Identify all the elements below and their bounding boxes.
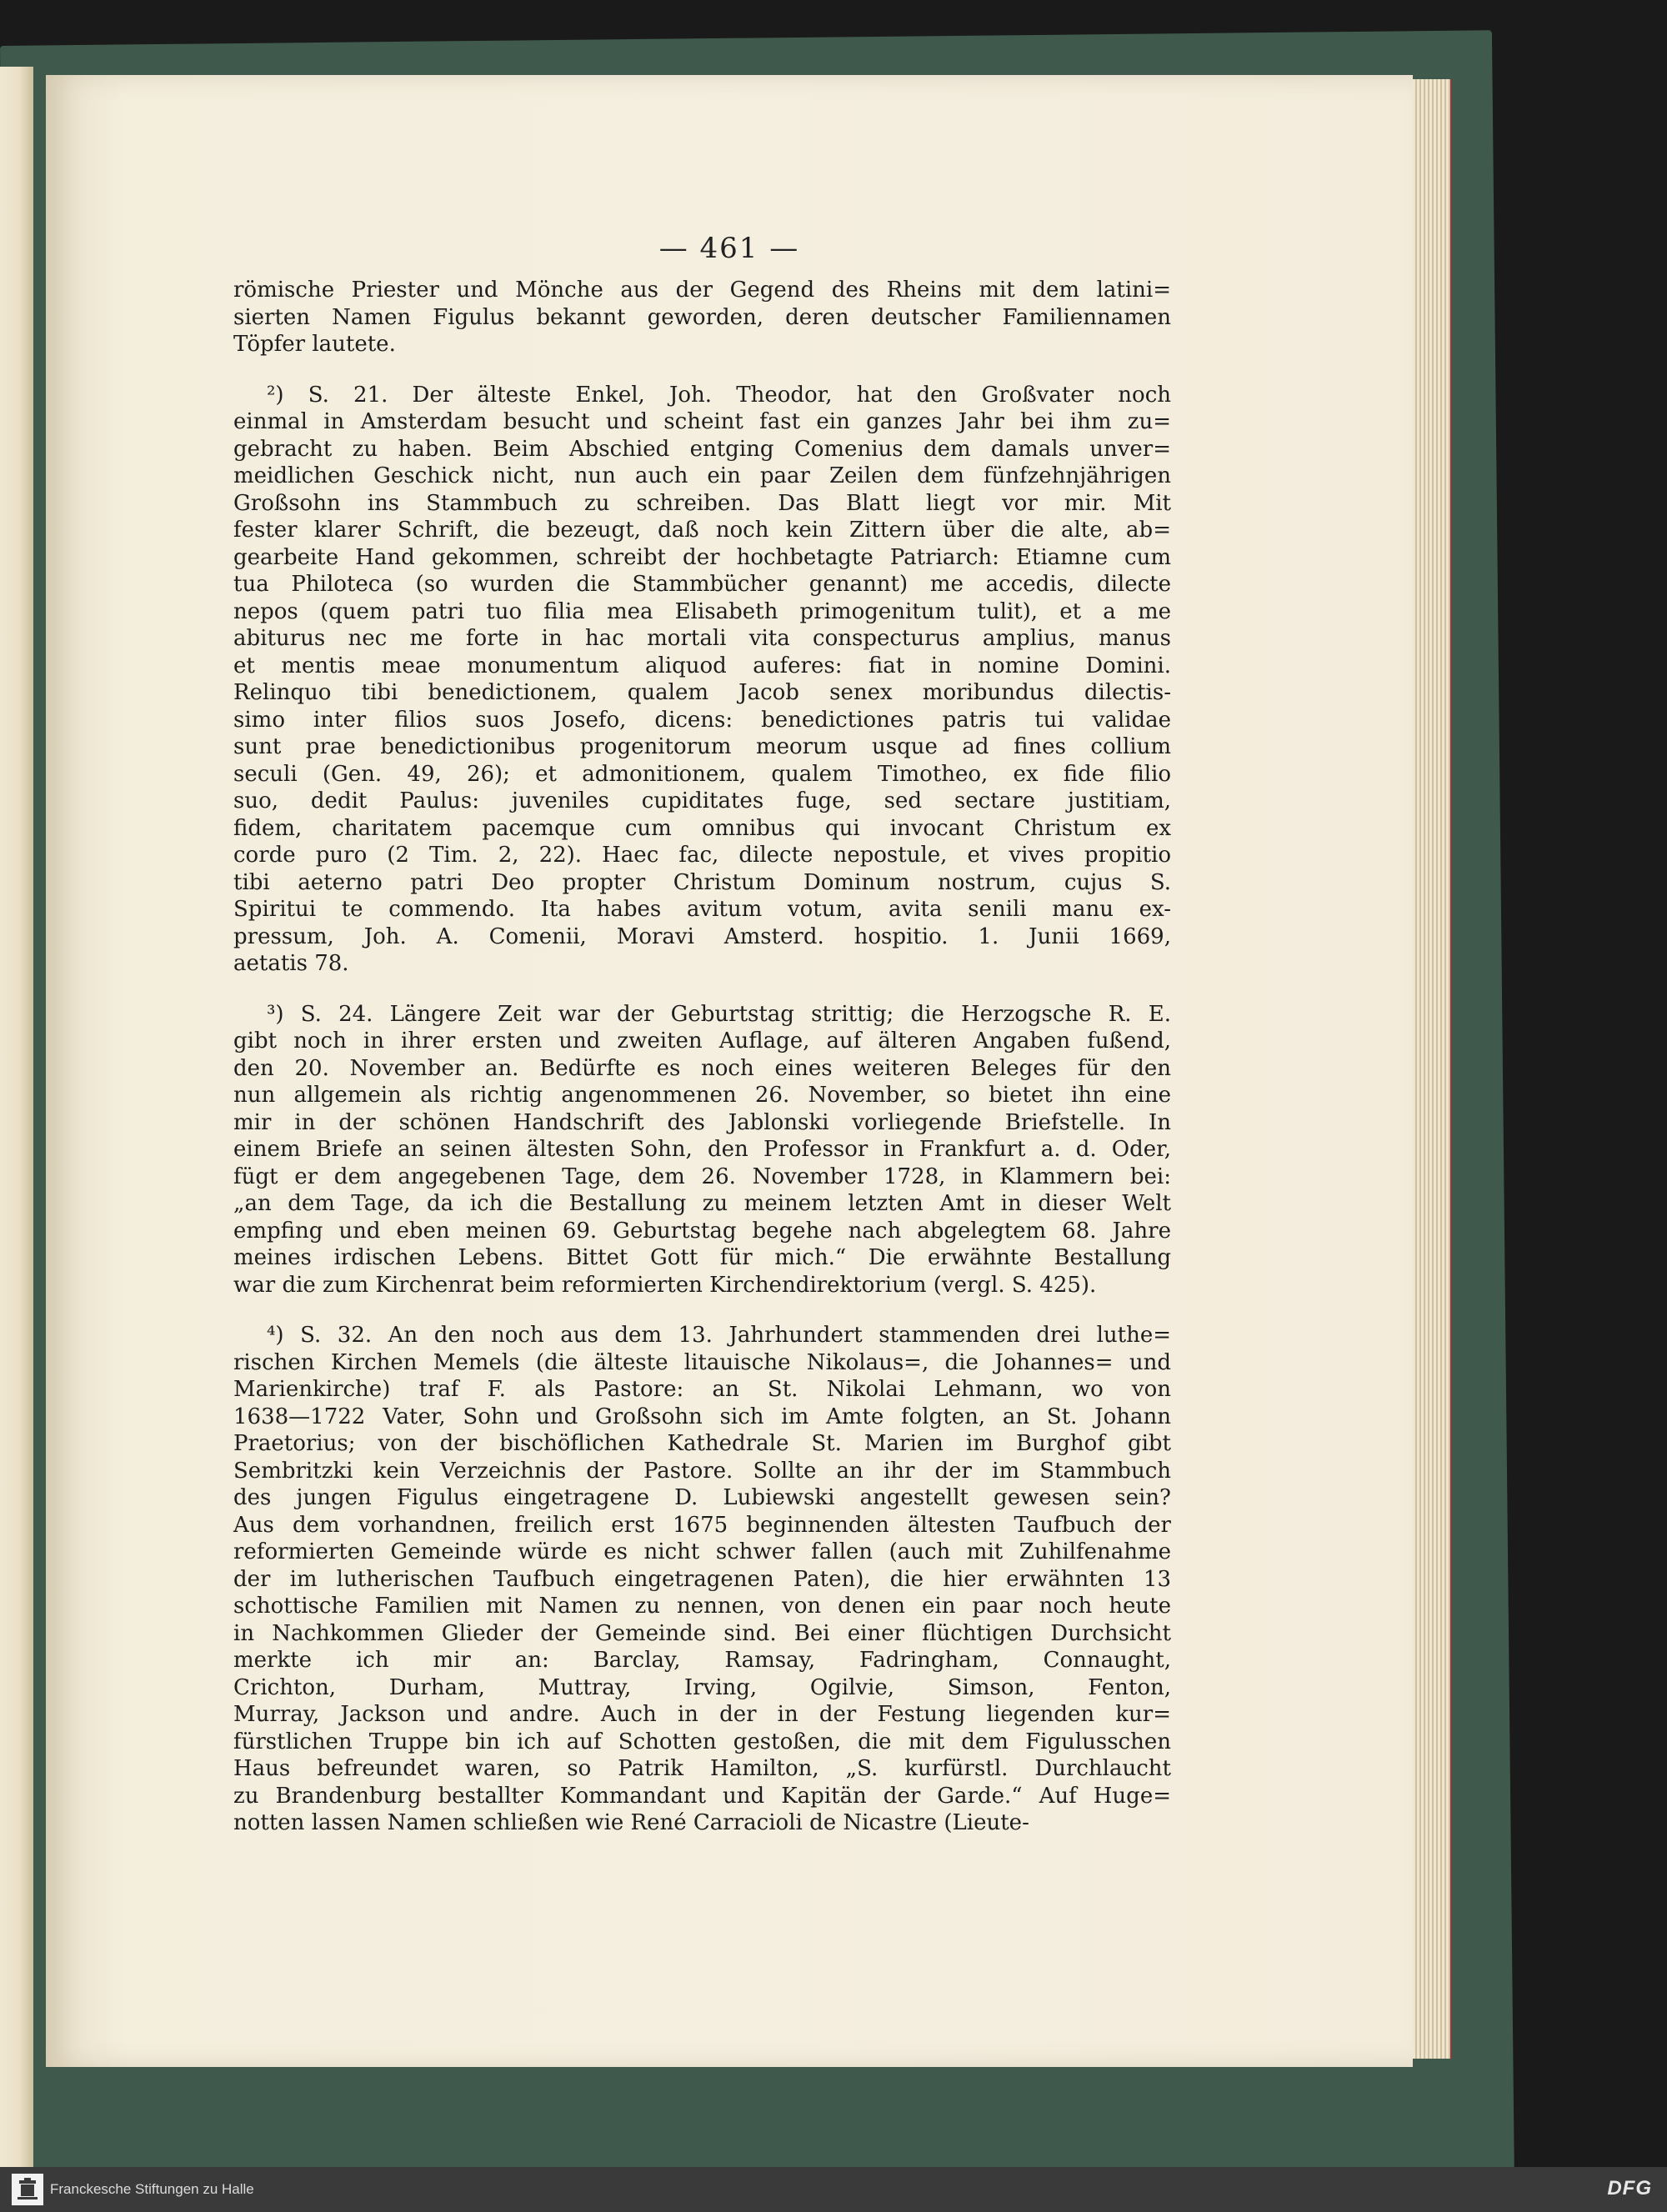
text-line: merkte ich mir an: Barclay, Ramsay, Fadringham, Connaught,: [233, 1648, 1171, 1673]
text-line: Relinquo tibi benedictionem, qualem Jacob senex moribundus dilectis-: [233, 680, 1171, 705]
text-line: 1638—1722 Vater, Sohn und Großsohn sich im Amte folgten, an St. Johann: [233, 1404, 1171, 1429]
text-line: Crichton, Durham, Muttray, Irving, Ogilvie, Simson, Fenton,: [233, 1674, 1171, 1700]
dfg-logo: DFG: [1607, 2177, 1652, 2199]
text-line: Murray, Jackson und andre. Auch in der in der Festung liegenden kur=: [233, 1702, 1171, 1727]
text-line: gibt noch in ihrer ersten und zweiten Auflage, auf älteren Angaben fußend,: [233, 1028, 1171, 1053]
text-line: Marienkirche) traf F. als Pastore: an St. Nikolai Lehmann, wo von: [233, 1377, 1171, 1402]
text-line: schottische Familien mit Namen zu nennen, von denen ein paar noch heute: [233, 1594, 1171, 1619]
text-line: tua Philoteca (so wurden die Stammbücher genannt) me accedis, dilecte: [233, 572, 1171, 597]
paragraph-continuation: [233, 277, 1171, 358]
text-line: war die zum Kirchenrat beim reformierten Kirchendirektorium (vergl. S. 425).: [233, 1272, 1097, 1298]
text-line: fidem, charitatem pacemque cum omnibus qui invocant Christum ex: [233, 815, 1171, 841]
text-line: in Nachkommen Glieder der Gemeinde sind. Bei einer flüchtigen Durchsicht: [233, 1620, 1171, 1646]
text-line: nun allgemein als richtig angenommenen 26. November, so bietet ihn eine: [233, 1083, 1171, 1108]
institution-name: Franckesche Stiftungen zu Halle: [50, 2181, 254, 2197]
text-line: einmal in Amsterdam besucht und scheint fast ein ganzes Jahr bei ihm zu=: [233, 409, 1171, 434]
text-line: aetatis 78.: [233, 951, 349, 976]
text-line: et mentis meae monumentum aliquod auferes: fiat in nomine Domini.: [233, 653, 1171, 678]
text-line: Aus dem vorhandnen, freilich erst 1675 beginnenden ältesten Taufbuch der: [233, 1512, 1171, 1538]
footnote-2: [233, 382, 1171, 978]
text-line: fügt er dem angegebenen Tage, dem 26. November 1728, in Klammern bei:: [233, 1164, 1171, 1189]
text-line: den 20. November an. Bedürfte es noch eines weiteren Beleges für den: [233, 1055, 1171, 1081]
text-line: römische Priester und Mönche aus der Gegend des Rheins mit dem latini=: [233, 278, 1171, 303]
text-line: Praetorius; von der bischöflichen Kathedrale St. Marien im Burghof gibt: [233, 1431, 1171, 1456]
text-line: reformierten Gemeinde würde es nicht schwer fallen (auch mit Zuhilfenahme: [233, 1539, 1171, 1564]
text-line: der im lutherischen Taufbuch eingetragenen Paten), die hier erwähnten 13: [233, 1566, 1171, 1592]
text-line: mir in der schönen Handschrift des Jablonski vorliegende Briefstelle. In: [233, 1109, 1171, 1135]
viewer-footer: [0, 2167, 1667, 2212]
text-line: pressum, Joh. A. Comenii, Moravi Amsterd. hospitio. 1. Junii 1669,: [233, 923, 1171, 949]
text-line: ³) S. 24. Längere Zeit war der Geburtstag strittig; die Herzogsche R. E.: [267, 1001, 1171, 1027]
text-line: „an dem Tage, da ich die Bestallung zu meinem letzten Amt in dieser Welt: [233, 1191, 1171, 1216]
text-line: sunt prae benedictionibus progenitorum meorum usque ad fines collium: [233, 734, 1171, 759]
text-line: gebracht zu haben. Beim Abschied entging Comenius dem damals unver=: [233, 436, 1171, 462]
text-line: sierten Namen Figulus bekannt geworden, deren deutscher Familiennamen: [233, 304, 1171, 330]
text-line: Großsohn ins Stammbuch zu schreiben. Das Blatt liegt vor mir. Mit: [233, 490, 1171, 516]
text-line: seculi (Gen. 49, 26); et admonitionem, qualem Timotheo, ex fide filio: [233, 761, 1171, 787]
text-line: Haus befreundet waren, so Patrik Hamilton, „S. kurfürstl. Durchlaucht: [233, 1756, 1171, 1781]
text-line: suo, dedit Paulus: juveniles cupiditates fuge, sed sectare justitiam,: [233, 788, 1171, 813]
text-line: tibi aeterno patri Deo propter Christum Dominum nostrum, cujus S.: [233, 869, 1171, 895]
text-line: empfing und eben meinen 69. Geburtstag begehe nach abgelegtem 68. Jahre: [233, 1218, 1171, 1244]
text-line: ⁴) S. 32. An den noch aus dem 13. Jahrhundert stammenden drei luthe=: [267, 1323, 1171, 1348]
text-line: meidlichen Geschick nicht, nun auch ein paar Zeilen dem fünfzehnjährigen: [233, 463, 1171, 488]
text-line: simo inter filios suos Josefo, dicens: benedictiones patris tui validae: [233, 707, 1171, 733]
text-line: Sembritzki kein Verzeichnis der Pastore. Sollte an ihr der im Stammbuch: [233, 1458, 1171, 1484]
text-line: ²) S. 21. Der älteste Enkel, Joh. Theodor, hat den Großvater noch: [267, 382, 1171, 408]
text-line: notten lassen Namen schließen wie René Carracioli de Nicastre (Lieute-: [233, 1810, 1029, 1835]
text-line: abiturus nec me forte in hac mortali vita conspecturus amplius, manus: [233, 626, 1171, 651]
text-line: rischen Kirchen Memels (die älteste litauische Nikolaus=, die Johannes= und: [233, 1349, 1171, 1375]
text-line: fürstlichen Truppe bin ich auf Schotten gestoßen, die mit dem Figulusschen: [233, 1729, 1171, 1754]
book-page: [46, 75, 1413, 2067]
text-line: gearbeite Hand gekommen, schreibt der hochbetagte Patriarch: Etiamne cum: [233, 544, 1171, 570]
text-line: des jungen Figulus eingetragene D. Lubiewski angestellt gewesen sein?: [233, 1485, 1171, 1510]
text-line: meines irdischen Lebens. Bittet Gott für mich.“ Die erwähnte Bestallung: [233, 1245, 1171, 1270]
franckesche-stiftungen-logo-icon: [12, 2174, 43, 2205]
page-text: [233, 277, 1171, 1860]
text-line: zu Brandenburg bestallter Kommandant und Kapitän der Garde.“ Auf Huge=: [233, 1783, 1171, 1809]
footnote-3: [233, 1001, 1171, 1299]
text-line: nepos (quem patri tuo filia mea Elisabeth primogenitum tulit), et a me: [233, 598, 1171, 624]
text-line: fester klarer Schrift, die bezeugt, daß noch kein Zittern über die alte, ab=: [233, 518, 1171, 543]
text-line: Spiritui te commendo. Ita habes avitum votum, avita senili manu ex-: [233, 897, 1171, 922]
text-line: Töpfer lautete.: [233, 332, 396, 357]
page-number: — 461 —: [658, 232, 800, 265]
footnote-4: [233, 1322, 1171, 1837]
text-line: einem Briefe an seinen ältesten Sohn, den Professor in Frankfurt a. d. Oder,: [233, 1137, 1171, 1162]
text-line: corde puro (2 Tim. 2, 22). Haec fac, dilecte nepostule, et vives propitio: [233, 843, 1171, 868]
left-page-edge: [0, 67, 33, 2167]
